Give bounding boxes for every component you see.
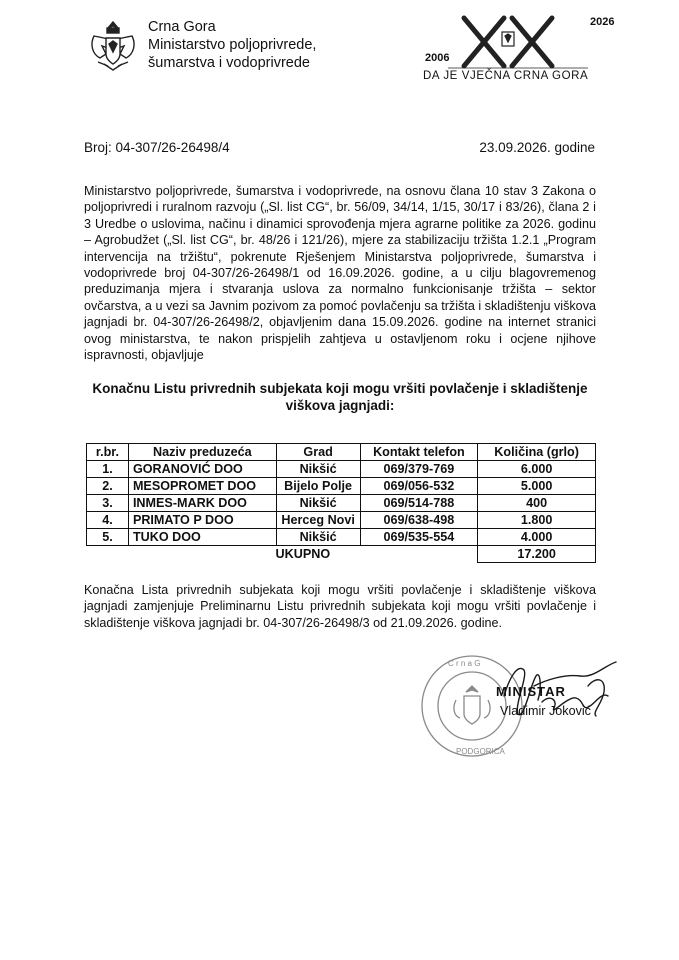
header-grad: Grad bbox=[276, 444, 360, 461]
cell-naziv: PRIMATO P DOO bbox=[128, 512, 276, 529]
cell-rbr: 5. bbox=[87, 529, 129, 546]
cell-naziv: TUKO DOO bbox=[128, 529, 276, 546]
cell-rbr: 3. bbox=[87, 495, 129, 512]
closing-paragraph: Konačna Lista privrednih subjekata koji mogu vršiti povlačenje i skladištenje viškova jagnjadi zamjenjuje Preliminarnu Listu privrednih subjekata koji mogu vršiti povlačenje i skladištenje viškova jagnjadi br. 04-307/26-26498/3 od 21.09.2026. godine. bbox=[84, 583, 596, 630]
cell-grad: Herceg Novi bbox=[276, 512, 360, 529]
table-row bbox=[87, 461, 596, 478]
firms-table bbox=[86, 443, 596, 563]
cell-grad: Nikšić bbox=[276, 529, 360, 546]
cell-kontakt: 069/379-769 bbox=[360, 461, 478, 478]
table-row bbox=[87, 478, 596, 495]
cell-kontakt: 069/514-788 bbox=[360, 495, 478, 512]
total-value: 17.200 bbox=[478, 546, 596, 563]
minister-name: Vladimir Joković bbox=[500, 704, 591, 718]
cell-kolicina: 1.800 bbox=[478, 512, 596, 529]
total-label: UKUPNO bbox=[275, 547, 331, 562]
table-row bbox=[87, 512, 596, 529]
header-naziv: Naziv preduzeća bbox=[128, 444, 276, 461]
cell-naziv: INMES-MARK DOO bbox=[128, 495, 276, 512]
cell-kolicina: 400 bbox=[478, 495, 596, 512]
intro-paragraph: Ministarstvo poljoprivrede, šumarstva i vodoprivrede, na osnovu člana 10 stav 3 Zakona o poljoprivredi i ruralnom razvoju („Sl. list CG“, br. 56/09, 34/14, 1/15, 30/17 i 83/26), člana 2 i 3 Uredbe o uslovima, načinu i dinamici sprovođenja mjera agrarne politike za 2026. godinu – Agrobudžet („Sl. list CG“, br. 48/26 i 121/26), mjere za stabilizaciju tržišta 1.2.1 „Program intervencija na tržištu“, pokrenute Rješenjem Ministarstva poljoprivrede, šumarstva i vodoprivrede broj 04-307/26-26498/1 od 16.09.2026. godine, a u cilju blagovremenog preduzimanja mjera i stvaranja uslova za normalno funkcionisanje tržišta – sektor ovčarstva, a u vezi sa Javnim pozivom za pomoć povlačenju sa tržišta i skladištenju viškova jagnjadi br. 04-307/26-26498/2, objavljenim dana 15.09.2026. godine na internet stranici ovog ministarstva, te nakon prispjelih zahtjeva u ostavljenom roku i ocjene njihove ispravnosti, objavljuje bbox=[84, 184, 596, 363]
cell-kontakt: 069/056-532 bbox=[360, 478, 478, 495]
header-rbr: r.br. bbox=[87, 444, 129, 461]
cell-naziv: MESOPROMET DOO bbox=[128, 478, 276, 495]
table-row bbox=[87, 495, 596, 512]
cell-naziv: GORANOVIĆ DOO bbox=[128, 461, 276, 478]
cell-kolicina: 4.000 bbox=[478, 529, 596, 546]
header-kontakt: Kontakt telefon bbox=[360, 444, 478, 461]
org-line-ministry-cont: šumarstva i vodoprivrede bbox=[148, 55, 310, 71]
logo-tagline: DA JE VJEČNA CRNA GORA bbox=[423, 70, 589, 82]
cell-grad: Nikšić bbox=[276, 495, 360, 512]
table-header-row bbox=[87, 444, 596, 461]
coat-of-arms-icon bbox=[84, 16, 142, 74]
org-line-ministry: Ministarstvo poljoprivrede, bbox=[148, 37, 317, 53]
cell-rbr: 1. bbox=[87, 461, 129, 478]
total-spacer bbox=[87, 546, 129, 563]
table-row bbox=[87, 529, 596, 546]
cell-kontakt: 069/535-554 bbox=[360, 529, 478, 546]
logo-year-left: 2006 bbox=[425, 52, 450, 64]
org-line-country: Crna Gora bbox=[148, 19, 216, 35]
logo-year-right: 2026 bbox=[590, 16, 615, 28]
minister-title: MINISTAR bbox=[496, 684, 566, 699]
table-total-row bbox=[87, 546, 596, 563]
svg-text:C r n a G: C r n a G bbox=[448, 659, 481, 668]
header-kolicina: Količina (grlo) bbox=[478, 444, 596, 461]
list-title: Konačnu Listu privrednih subjekata koji mogu vršiti povlačenje i skladištenje viškova jagnjadi: bbox=[92, 381, 588, 413]
cell-rbr: 4. bbox=[87, 512, 129, 529]
cell-rbr: 2. bbox=[87, 478, 129, 495]
organization-name bbox=[148, 18, 316, 72]
cell-grad: Bijelo Polje bbox=[276, 478, 360, 495]
document-date: 23.09.2026. godine bbox=[479, 140, 595, 155]
document-number: Broj: 04-307/26-26498/4 bbox=[84, 140, 230, 155]
cell-kolicina: 6.000 bbox=[478, 461, 596, 478]
cell-kontakt: 069/638-498 bbox=[360, 512, 478, 529]
svg-text:PODGORICA: PODGORICA bbox=[456, 747, 505, 756]
cell-kolicina: 5.000 bbox=[478, 478, 596, 495]
cell-grad: Nikšić bbox=[276, 461, 360, 478]
